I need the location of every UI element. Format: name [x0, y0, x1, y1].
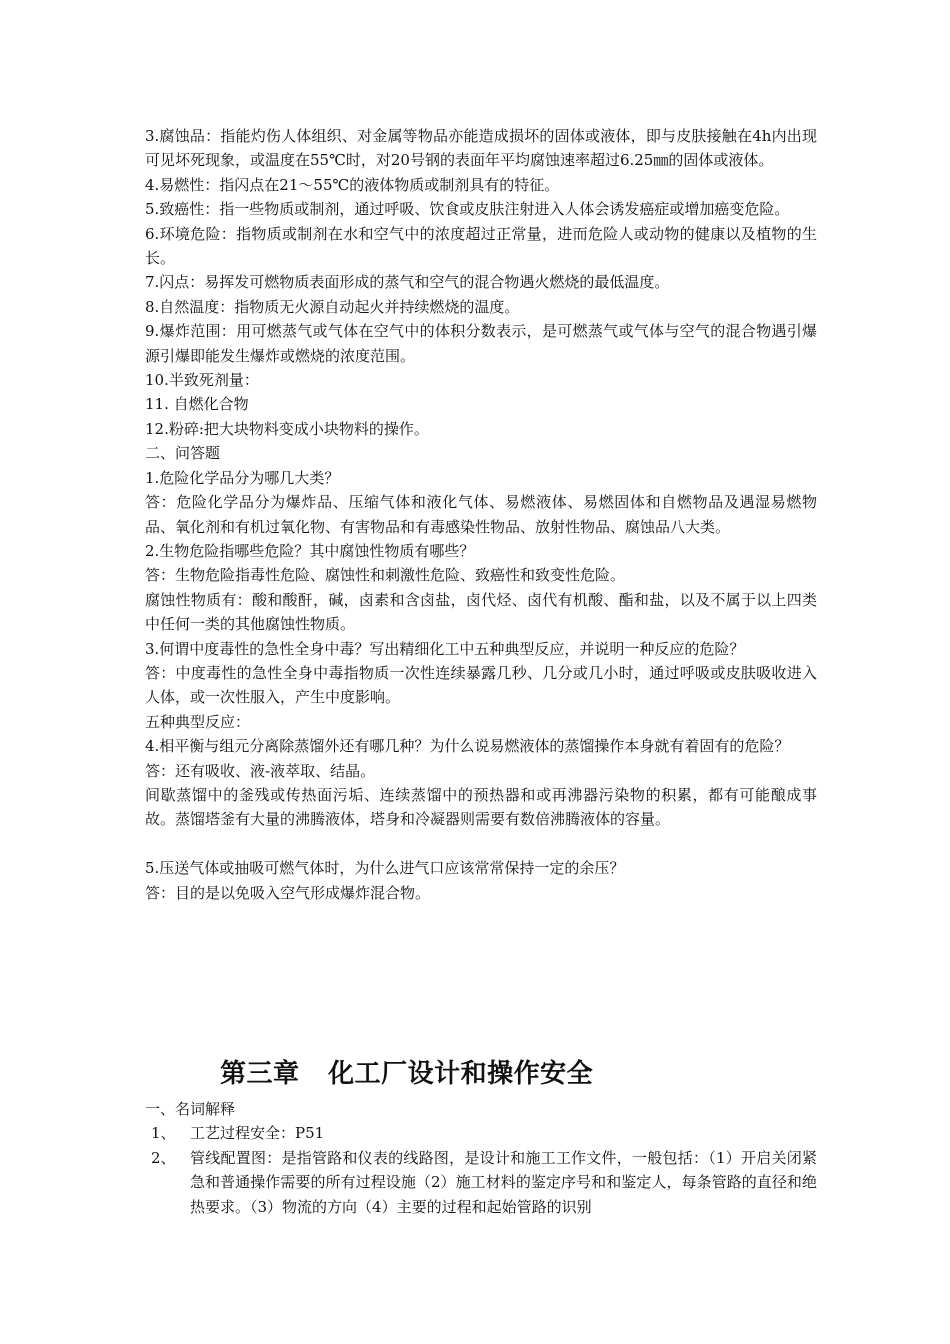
definition-explosion-range: 9.爆炸范围：用可燃蒸气或气体在空气中的体积分数表示，是可燃蒸气或气体与空气的混合物遇引爆源引爆即能发生爆炸或燃烧的浓度范围。 [145, 322, 817, 365]
chapter-section [145, 1097, 817, 1219]
answer-3-reactions: 五种典型反应： [145, 712, 251, 731]
list-item-number: 1、 [151, 1124, 176, 1143]
list-item-number: 2、 [151, 1148, 176, 1167]
answer-1: 答：危险化学品分为爆炸品、压缩气体和液化气体、易燃液体、易燃固体和自燃物品及遇湿易燃物品、氧化剂和有机过氧化物、有害物品和有毒感染性物品、放射性物品、腐蚀品八大类。 [145, 493, 817, 536]
definition-environmental-hazard: 6.环境危险：指物质或制剂在水和空气中的浓度超过正常量，进而危险人或动物的健康以及植物的生长。 [145, 224, 817, 268]
answer-2: 答：生物危险指毒性危险、腐蚀性和刺激性危险、致癌性和致变性危险。 [145, 566, 626, 585]
section-heading-qa: 二、问答题 [145, 444, 221, 463]
question-4: 4.相平衡与组元分离除蒸馏外还有哪几种？为什么说易燃液体的蒸馏操作本身就有着固有的危险？ [145, 737, 790, 756]
answer-5: 答：目的是以免吸入空气形成爆炸混合物。 [145, 883, 431, 902]
definition-autoignition-temperature: 8.自然温度：指物质无火源自动起火并持续燃烧的温度。 [145, 297, 520, 316]
paragraph-gap [145, 832, 817, 856]
question-1: 1.危险化学品分为哪几大类？ [145, 468, 340, 487]
list-item-text: 工艺过程安全：P51 [190, 1124, 325, 1143]
definition-flammability: 4.易燃性：指闪点在21～55℃的液体物质或制剂具有的特征。 [145, 175, 560, 194]
section-heading-terms: 一、名词解释 [145, 1100, 236, 1118]
definition-ld50: 10.半致死剂量： [145, 371, 259, 390]
definition-flash-point: 7.闪点：易挥发可燃物质表面形成的蒸气和空气的混合物遇火燃烧的最低温度。 [145, 273, 670, 292]
answer-4-continued: 间歇蒸馏中的釜残或传热面污垢、连续蒸馏中的预热器和或再沸器污染物的积累，都有可能酿成事故。蒸馏塔釜有大量的沸腾液体，塔身和冷凝器则需要有数倍沸腾液体的容量。 [145, 785, 817, 829]
chapter-title: 第三章 化工厂设计和操作安全 [220, 1059, 594, 1089]
definition-pyrophoric: 11. 自燃化合物 [145, 395, 249, 414]
question-5: 5.压送气体或抽吸可燃气体时，为什么进气口应该常常保持一定的余压？ [145, 859, 625, 878]
list-item [145, 1146, 817, 1219]
answer-2-continued: 腐蚀性物质有：酸和酸酐，碱，卤素和含卤盐，卤代烃、卤代有机酸、酯和盐，以及不属于以上四类中任何一类的其他腐蚀性物质。 [145, 590, 817, 634]
answer-3: 答：中度毒性的急性全身中毒指物质一次性连续暴露几秒、几分或几小时，通过呼吸或皮肤吸收进入人体，或一次性服入，产生中度影响。 [145, 663, 817, 707]
definition-corrosive: 3.腐蚀品：指能灼伤人体组织、对金属等物品亦能造成损坏的固体或液体，即与皮肤接触在4h内出现可见坏死现象，或温度在55℃时，对20号钢的表面年平均腐蚀速率超过6.25㎜的固体或液体。 [145, 127, 817, 170]
list-item-text: 管线配置图：是指管路和仪表的线路图，是设计和施工工作文件，一般包括：（1）开启关闭紧急和普通操作需要的所有过程设施（2）施工材料的鉴定序号和和鉴定人，每条管路的直径和绝热要求。（3）物流的方向（4）主要的过程和起始管路的识别 [190, 1148, 817, 1216]
question-3: 3.何谓中度毒性的急性全身中毒？写出精细化工中五种典型反应，并说明一种反应的危险？ [145, 639, 745, 658]
list-item [145, 1121, 817, 1145]
answer-4: 答：还有吸收、液-液萃取、结晶。 [145, 761, 376, 780]
definition-crushing: 12.粉碎:把大块物料变成小块物料的操作。 [145, 419, 429, 438]
document-body [145, 124, 817, 905]
definition-carcinogenicity: 5.致癌性：指一些物质或制剂，通过呼吸、饮食或皮肤注射进入人体会诱发癌症或增加癌变危险。 [145, 200, 790, 219]
question-2: 2.生物危险指哪些危险？其中腐蚀性物质有哪些？ [145, 541, 475, 560]
